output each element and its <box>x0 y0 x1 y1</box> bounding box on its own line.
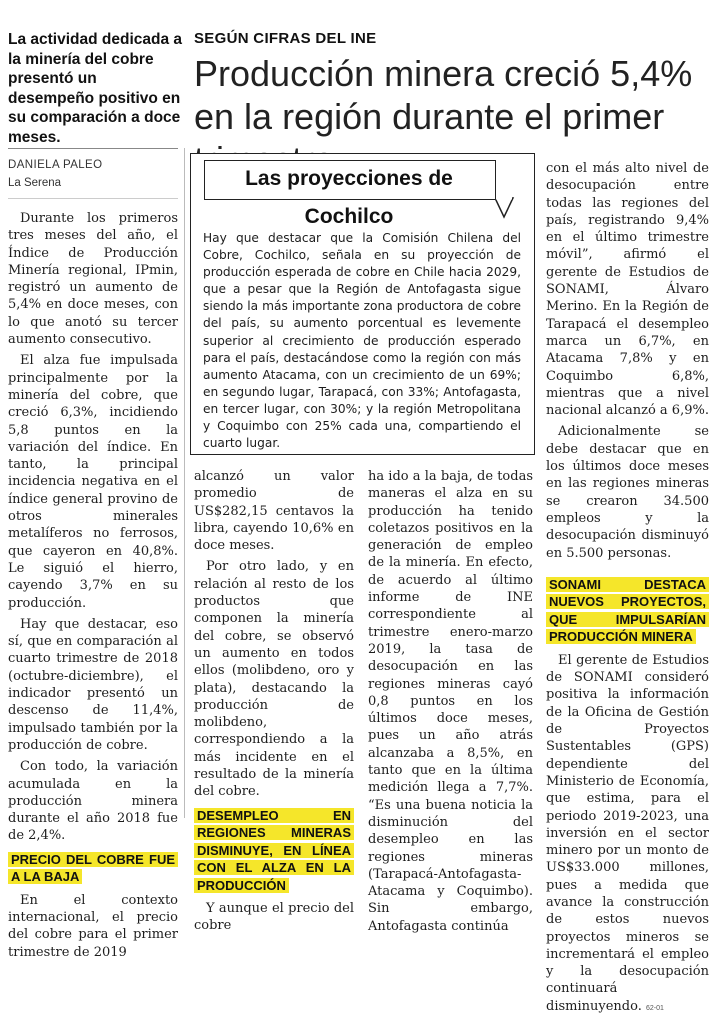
subhead-unemployment: DESEMPLEO EN REGIONES MINERAS DISMINUYE, EN LÍNEA CON EL ALZA EN LA PRODUCCIÓN <box>194 807 354 895</box>
paragraph: Y aunque el precio del cobre <box>194 901 354 934</box>
sidebar-body: Hay que destacar que la Comisión Chilena del Cobre, Cochilco, señala en su proyección de producción esperada de cobre en Chile hacia 2029, que a pesar que la Región de Antofagasta sigue siendo la más importante zona productora de cobre del país, su aumento porcentual es levemente superior al crecimiento de producción esperado para el país, destacándose como la región con más aumento Atacama, con un crecimiento de un 69%; en segundo lugar, Tarapacá, con 33%; Antofagasta, en tercer lugar, con 30%; y la región Metropolitana y Coquimbo con 25% cada una, compartiendo el cuarto lugar. <box>203 231 521 451</box>
subhead-copper-price: PRECIO DEL COBRE FUE A LA BAJA <box>8 851 178 886</box>
byline-author: DANIELA PALEO <box>8 159 103 171</box>
sidebar-title: Las proyecciones de Cochilco <box>245 167 453 228</box>
paragraph: alcanzó un valor promedio de US$282,15 centavos la libra, cayendo 10,6% en doce meses. <box>194 469 354 554</box>
byline-rule-bottom <box>8 198 178 199</box>
paragraph: Por otro lado, y en relación al resto de los productos que componen la minería del cobre, se observó un aumento en todos ellos (molibdeno, oro y plata), destacando la producción de molibdeno, correspondiendo a la más incidente en el resultado de la minería del cobre. <box>194 559 354 800</box>
article-column-1 <box>8 210 178 965</box>
paragraph: ha ido a la baja, de todas maneras el alza en su producción ha tenido coletazos positivos en la generación de empleo de la minería. En efecto, de acuerdo al último informe de INE correspondiente al trimestre enero-marzo 2019, la tasa de desocupación en las regiones mineras cayó 0,8 puntos en los últimos doce meses, pues un año atrás alcanzaba a 8,5%, en tanto que en la última medición llega a 7,7%. “Es una buena noticia la disminución del desempleo en las regiones mineras (Tarapacá-Antofagasta-Atacama y Coquimbo). Sin embargo, Antofagasta continúa <box>368 469 533 934</box>
paragraph: con el más alto nivel de desocupación entre todas las regiones del país, registrando 9,4% en el último trimestre móvil”, afirmó el gerente de Estudios de SONAMI, Álvaro Merino. En la Región de Tarapacá el desempleo marca un 6,7%, en Atacama 7,8% y en Coquimbo 6,8%, mientras que a nivel nacional alcanzó a 6,9%. <box>546 161 709 419</box>
article-column-4 <box>546 160 709 1021</box>
article-column-2 <box>194 468 354 939</box>
paragraph: En el contexto internacional, el precio del cobre para el primer trimestre de 2019 <box>8 892 178 960</box>
paragraph: El alza fue impulsada principalmente por la minería del cobre, que creció 6,3%, incidiendo 5,8 puntos en la variación del índice. En tanto, la principal incidencia negativa en el índice general provino de otros minerales metalíferos no ferrosos, que cayeron en 40,8%. Le siguió el hierro, cayendo 3,7% en su producción. <box>8 353 178 611</box>
byline-rule <box>8 148 178 149</box>
page-code: 62-01 <box>645 1004 664 1012</box>
headline: Producción minera creció 5,4% en la región durante el primer <box>194 53 693 137</box>
paragraph: El gerente de Estudios de SONAMI consideró positiva la información de la Oficina de Gestión de Proyectos Sustentables (GPS) dependiente del Ministerio de Economía, que estima, para el periodo 2019-2023, una inversión en el sector minero por un monto de US$33.000 millones, pues a medida que avance la construcción de estos nuevos proyectos mineros se incrementará el empleo y la desocupación continuará disminuyendo. 62-01 <box>546 652 709 1014</box>
byline-place: La Serena <box>8 177 62 189</box>
speech-bubble-tail-icon <box>495 195 525 221</box>
paragraph: Hay que destacar, eso sí, que en comparación al cuarto trimestre de 2018 (octubre-diciembre), el indicador presentó un descenso de 11,4%, impulsado también por la producción de cobre. <box>8 616 178 753</box>
kicker: SEGÚN CIFRAS DEL INE <box>194 30 377 47</box>
paragraph: Con todo, la variación acumulada en la producción minera durante el año 2018 fue de 2,4%. <box>8 759 178 844</box>
column-divider <box>184 148 185 818</box>
lead-summary: La actividad dedicada a la minería del cobre presentó un desempeño positivo en su comparación a doce meses. <box>8 31 183 146</box>
paragraph: Durante los primeros tres meses del año, el Índice de Producción Minería regional, IPmin, registró un aumento de 5,4% en doce meses, con lo que anotó su tercer aumento consecutivo. <box>8 211 178 348</box>
article-column-3 <box>368 468 533 939</box>
paragraph: Adicionalmente se debe destacar que en los últimos doce meses en las regiones mineras se crearon 34.500 empleos y la desocupación disminuyó en 5.500 personas. <box>546 424 709 561</box>
subhead-sonami: SONAMI DESTACA NUEVOS PROYECTOS, QUE IMPULSARÍAN PRODUCCIÓN MINERA <box>546 576 709 646</box>
